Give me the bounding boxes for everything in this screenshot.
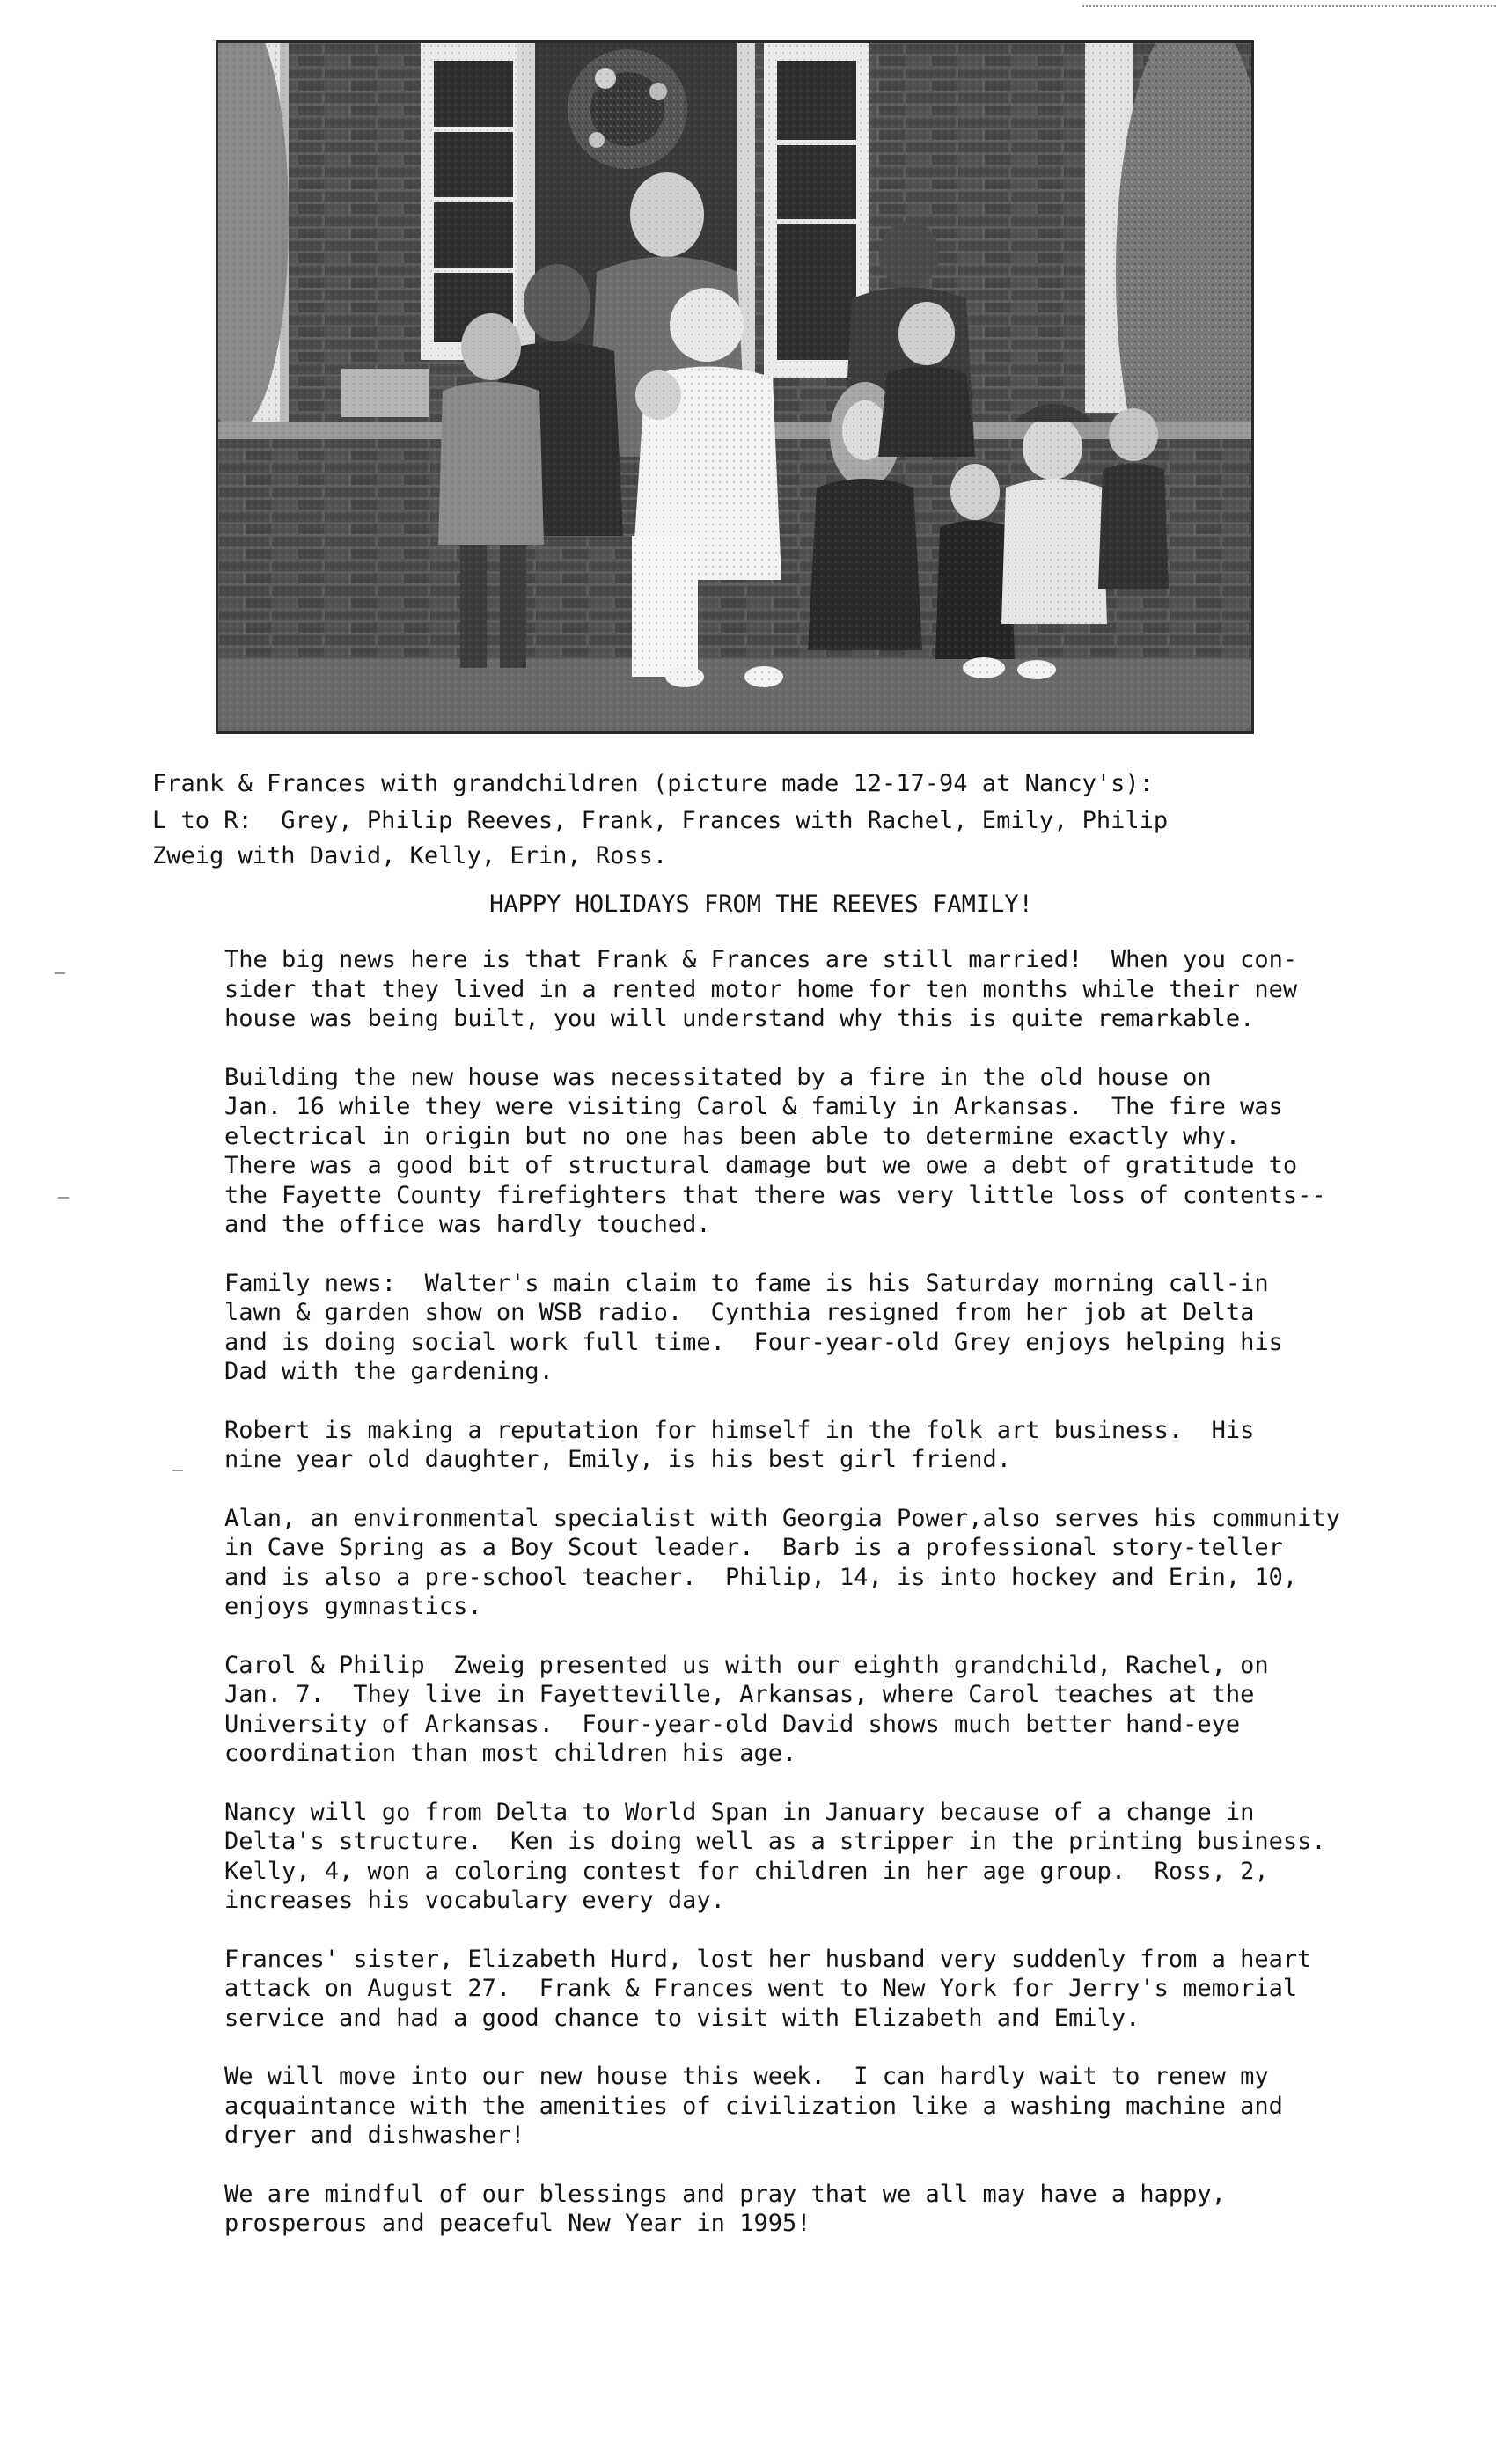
text-line: enjoys gymnastics. (224, 1593, 482, 1620)
text-line: attack on August 27. Frank & Frances went to New York for Jerry's memorial (224, 1975, 1298, 2002)
family-photo-image (218, 43, 1251, 731)
margin-tick (55, 972, 65, 974)
text-line: Robert is making a reputation for himself in the folk art business. His (224, 1416, 1255, 1444)
text-line: Building the new house was necessitated by a fire in the old house on (224, 1063, 1212, 1091)
text-line: Jan. 7. They live in Fayetteville, Arkansas, where Carol teaches at the (224, 1681, 1255, 1708)
paragraph-alan (224, 1504, 1474, 1622)
paragraph-new-house (224, 2062, 1474, 2151)
text-line: Nancy will go from Delta to World Span in January because of a change in (224, 1798, 1255, 1826)
text-line: acquaintance with the amenities of civilization like a washing machine and (224, 2092, 1283, 2120)
caption-line: L to R: Grey, Philip Reeves, Frank, Frances with Rachel, Emily, Philip (152, 807, 1169, 834)
text-line: coordination than most children his age. (224, 1740, 797, 1767)
margin-tick (172, 1470, 183, 1471)
margin-tick (58, 1197, 69, 1199)
text-line: lawn & garden show on WSB radio. Cynthia resigned from her job at Delta (224, 1299, 1255, 1326)
paragraph-big-news (224, 945, 1474, 1034)
text-line: There was a good bit of structural damage but we owe a debt of gratitude to (224, 1152, 1298, 1179)
caption-line: Frank & Frances with grandchildren (picture made 12-17-94 at Nancy's): (152, 770, 1154, 797)
paragraph-carol (224, 1651, 1474, 1769)
text-line: Family news: Walter's main claim to fame is his Saturday morning call-in (224, 1269, 1269, 1297)
text-line: and is also a pre-school teacher. Philip, 14, is into hockey and Erin, 10, (224, 1563, 1298, 1591)
text-line: prosperous and peaceful New Year in 1995! (224, 2210, 811, 2237)
text-line: electrical in origin but no one has been able to determine exactly why. (224, 1122, 1241, 1150)
text-line: Dad with the gardening. (224, 1358, 554, 1385)
text-line: sider that they lived in a rented motor home for ten months while their new (224, 975, 1298, 1003)
family-photo (216, 40, 1254, 734)
text-line: Kelly, 4, won a coloring contest for children in her age group. Ross, 2, (224, 1857, 1269, 1885)
text-line: nine year old daughter, Emily, is his best girl friend. (224, 1446, 1012, 1473)
text-line: Delta's structure. Ken is doing well as a stripper in the printing business. (224, 1828, 1326, 1855)
text-line: Alan, an environmental specialist with Georgia Power,also serves his community (224, 1504, 1340, 1532)
scan-edge-mark (1082, 5, 1496, 7)
text-line: Jan. 16 while they were visiting Carol & family in Arkansas. The fire was (224, 1093, 1283, 1120)
text-line: We will move into our new house this week. I can hardly wait to renew my (224, 2063, 1269, 2090)
text-line: and the office was hardly touched. (224, 1211, 711, 1238)
text-line: and is doing social work full time. Four-year-old Grey enjoys helping his (224, 1328, 1283, 1356)
text-line: in Cave Spring as a Boy Scout leader. Barb is a professional story-teller (224, 1534, 1283, 1561)
paragraph-elizabeth (224, 1945, 1474, 2034)
text-line: University of Arkansas. Four-year-old David shows much better hand-eye (224, 1710, 1241, 1738)
text-line: The big news here is that Frank & Frances are still married! When you con- (224, 946, 1298, 973)
paragraph-robert (224, 1416, 1474, 1475)
paragraph-closing (224, 2180, 1474, 2239)
text-line: increases his vocabulary every day. (224, 1887, 725, 1914)
text-line: the Fayette County firefighters that there was very little loss of contents-- (224, 1181, 1326, 1209)
text-line: We are mindful of our blessings and pray that we all may have a happy, (224, 2180, 1226, 2208)
text-line: house was being built, you will understand why this is quite remarkable. (224, 1005, 1255, 1032)
text-line: Frances' sister, Elizabeth Hurd, lost her husband very suddenly from a heart (224, 1945, 1312, 1973)
photo-caption (152, 766, 1384, 873)
caption-line: Zweig with David, Kelly, Erin, Ross. (152, 842, 668, 869)
paragraph-family-news (224, 1269, 1474, 1387)
text-line: Carol & Philip Zweig presented us with our eighth grandchild, Rachel, on (224, 1651, 1269, 1679)
text-line: dryer and dishwasher! (224, 2122, 525, 2149)
letter-headline: HAPPY HOLIDAYS FROM THE REEVES FAMILY! (489, 891, 1033, 918)
letter-body (224, 945, 1474, 2268)
paragraph-nancy (224, 1798, 1474, 1916)
paragraph-fire (224, 1063, 1474, 1240)
text-line: service and had a good chance to visit with Elizabeth and Emily. (224, 2004, 1140, 2032)
